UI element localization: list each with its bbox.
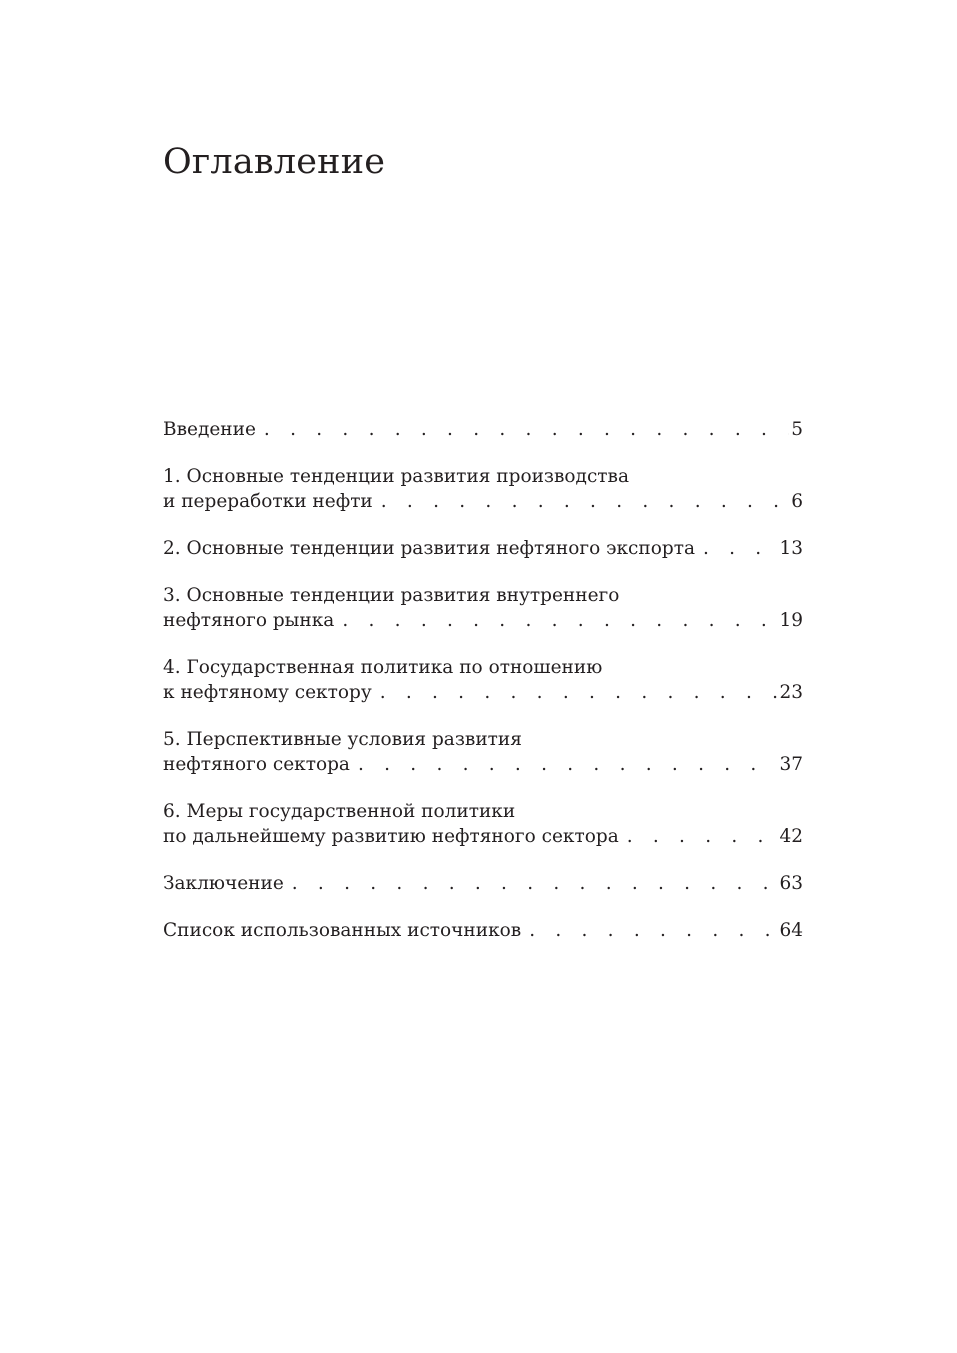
toc-entry-title-continued: и переработки нефти [163, 491, 373, 512]
toc-entry-chapter-3[interactable] [163, 583, 803, 633]
toc-entry-title: 2. Основные тенденции развития нефтяного экспорта [163, 538, 695, 559]
toc-entry-title-continued: к нефтяному сектору [163, 682, 372, 703]
toc-entry-title: 5. Перспективные условия развития [163, 729, 522, 750]
toc-entry-title: 4. Государственная политика по отношению [163, 657, 603, 678]
toc-entry-chapter-4[interactable] [163, 655, 803, 705]
toc-page-number: 6 [791, 491, 803, 512]
toc-entry-chapter-2[interactable] [163, 536, 803, 561]
dot-leader [358, 752, 777, 777]
toc-page-number: 23 [779, 682, 803, 703]
toc-entry-title: Введение [163, 419, 256, 440]
toc-entry-title: 3. Основные тенденции развития внутреннего [163, 585, 620, 606]
toc-entry-title: 6. Меры государственной политики [163, 801, 516, 822]
toc-entry-line [163, 536, 803, 561]
toc-page-number: 19 [779, 610, 803, 631]
toc-page-number: 37 [779, 754, 803, 775]
toc-page-number: 13 [779, 538, 803, 559]
toc-entry-line [163, 752, 803, 777]
dot-leader [380, 680, 778, 705]
toc-entry-introduction[interactable] [163, 417, 803, 442]
toc-entry-references[interactable] [163, 918, 803, 943]
toc-entry-chapter-5[interactable] [163, 727, 803, 777]
toc-page-number: 63 [779, 873, 803, 894]
toc-page-number: 42 [779, 826, 803, 847]
dot-leader [703, 536, 777, 561]
toc-entry-chapter-6[interactable] [163, 799, 803, 849]
toc-page-number: 64 [779, 920, 803, 941]
toc-entry-conclusion[interactable] [163, 871, 803, 896]
toc-entry-title-continued: по дальнейшему развитию нефтяного сектора [163, 826, 619, 847]
toc-entry-title: Список использованных источников [163, 920, 522, 941]
toc-entry-title: Заключение [163, 873, 284, 894]
toc-entry-line [163, 680, 803, 705]
dot-leader [264, 417, 789, 442]
toc-entry-line [163, 417, 803, 442]
dot-leader [342, 608, 777, 633]
toc-entry-chapter-1[interactable] [163, 464, 803, 514]
toc-entry-line [163, 608, 803, 633]
page-title: Оглавление [163, 142, 386, 182]
toc-entry-title-continued: нефтяного рынка [163, 610, 335, 631]
toc-entry-title-continued: нефтяного сектора [163, 754, 350, 775]
dot-leader [627, 824, 778, 849]
toc-entry-line [163, 489, 803, 514]
dot-leader [292, 871, 778, 896]
toc-page-number: 5 [791, 419, 803, 440]
table-of-contents [163, 417, 803, 965]
dot-leader [529, 918, 777, 943]
dot-leader [381, 489, 789, 514]
toc-entry-title: 1. Основные тенденции развития производства [163, 466, 629, 487]
toc-entry-line [163, 871, 803, 896]
toc-entry-line [163, 918, 803, 943]
toc-entry-line [163, 824, 803, 849]
